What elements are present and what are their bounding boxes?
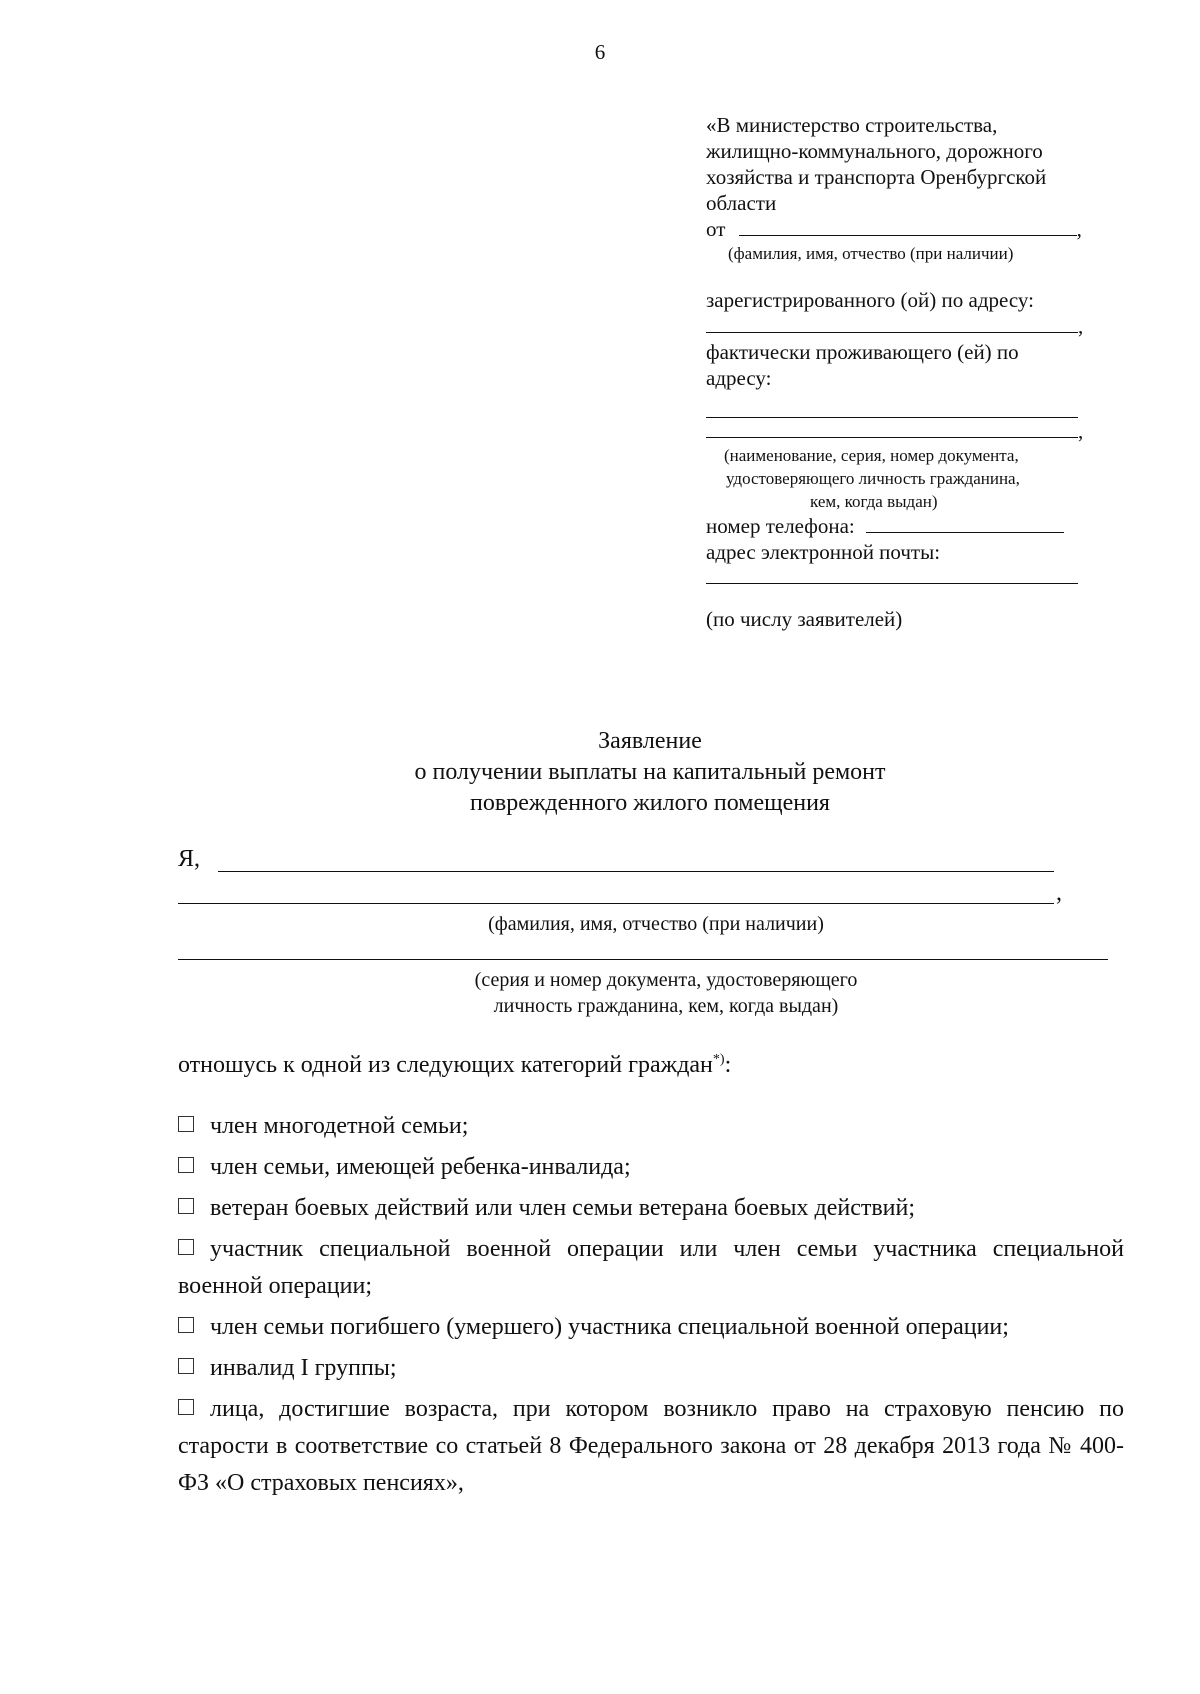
addressee-block	[706, 112, 1146, 632]
category-label: инвалид I группы;	[210, 1355, 397, 1381]
title-line-2: о получении выплаты на капитальный ремонт	[414, 759, 886, 785]
addressee-line: «В министерство строительства,	[706, 113, 998, 137]
categories-intro	[178, 1052, 731, 1079]
actual-address-label-1: фактически проживающего (ей) по	[706, 340, 1019, 364]
document-caption-line: (наименование, серия, номер документа,	[724, 446, 1019, 465]
category-item	[178, 1149, 1124, 1186]
page-number: 6	[594, 40, 606, 64]
actual-address-field[interactable]	[706, 391, 1078, 418]
category-item	[178, 1309, 1124, 1346]
category-label: член многодетной семьи;	[210, 1113, 469, 1139]
category-label: лица, достигшие возраста, при котором возникло право на страховую пенсию по старости в соответствие со статьей 8 Федерального закона от 28 декабря 2013 года № 400-ФЗ «О страховых пенсиях»,	[178, 1396, 1124, 1496]
category-item	[178, 1108, 1124, 1145]
document-field[interactable]	[706, 419, 1078, 438]
category-label: член семьи, имеющей ребенка-инвалида;	[210, 1154, 631, 1180]
footnote-marker: *)	[712, 1052, 725, 1067]
category-item	[178, 1190, 1124, 1227]
from-label: от	[706, 217, 726, 241]
category-item	[178, 1350, 1124, 1387]
category-label: участник специальной военной операции или член семьи участника специальной военной операции;	[178, 1236, 1124, 1299]
categories-intro-colon: :	[724, 1052, 732, 1078]
from-name-field[interactable]	[739, 217, 1077, 236]
category-item	[178, 1231, 1124, 1305]
category-checkbox[interactable]	[178, 1358, 194, 1374]
document-caption-line: удостоверяющего личность гражданина,	[726, 469, 1020, 488]
title-line-1: Заявление	[598, 728, 702, 754]
email-label: адрес электронной почты:	[706, 540, 941, 564]
from-row: от ,	[706, 217, 1082, 241]
document-row: ,	[706, 418, 1146, 444]
document-title	[0, 726, 1200, 819]
actual-address-label-2: адресу:	[706, 366, 772, 390]
applicant-doc-caption-line-1: (серия и номер документа, удостоверяющего	[474, 969, 858, 991]
phone-row	[706, 513, 1146, 539]
phone-label: номер телефона:	[706, 514, 855, 538]
applicant-name-field-2[interactable]	[178, 881, 1054, 904]
category-checkbox[interactable]	[178, 1239, 194, 1255]
applicant-name-field-1[interactable]	[218, 849, 1054, 872]
applicant-document-field[interactable]	[178, 937, 1108, 960]
applicant-doc-caption-line-2: личность гражданина, кем, когда выдан)	[493, 995, 839, 1017]
addressee-line: жилищно-коммунального, дорожного	[706, 139, 1043, 163]
applicants-note: (по числу заявителей)	[706, 607, 903, 631]
category-label: член семьи погибшего (умершего) участника специальной военной операции;	[210, 1314, 1009, 1340]
document-caption-line: кем, когда выдан)	[810, 492, 938, 511]
category-item	[178, 1391, 1124, 1502]
registered-label: зарегистрированного (ой) по адресу:	[706, 288, 1034, 312]
addressee-line: области	[706, 191, 777, 215]
categories-intro-text: отношусь к одной из следующих категорий граждан	[178, 1052, 713, 1078]
phone-field[interactable]	[866, 514, 1064, 533]
applicant-fio-caption: (фамилия, имя, отчество (при наличии)	[488, 913, 824, 935]
category-checkbox[interactable]	[178, 1399, 194, 1415]
registered-address-field[interactable]	[706, 314, 1078, 333]
title-line-3: поврежденного жилого помещения	[470, 790, 830, 816]
category-label: ветеран боевых действий или член семьи ветерана боевых действий;	[210, 1195, 916, 1221]
registered-address-row: ,	[706, 313, 1146, 339]
applicant-name-comma: ,	[1056, 880, 1062, 906]
categories-list	[178, 1108, 1124, 1506]
category-checkbox[interactable]	[178, 1116, 194, 1132]
addressee-line: хозяйства и транспорта Оренбургской	[706, 165, 1047, 189]
ya-label: Я,	[178, 846, 201, 872]
from-fio-caption: (фамилия, имя, отчество (при наличии)	[728, 244, 1014, 263]
category-checkbox[interactable]	[178, 1198, 194, 1214]
category-checkbox[interactable]	[178, 1157, 194, 1173]
email-field[interactable]	[706, 565, 1078, 584]
category-checkbox[interactable]	[178, 1317, 194, 1333]
